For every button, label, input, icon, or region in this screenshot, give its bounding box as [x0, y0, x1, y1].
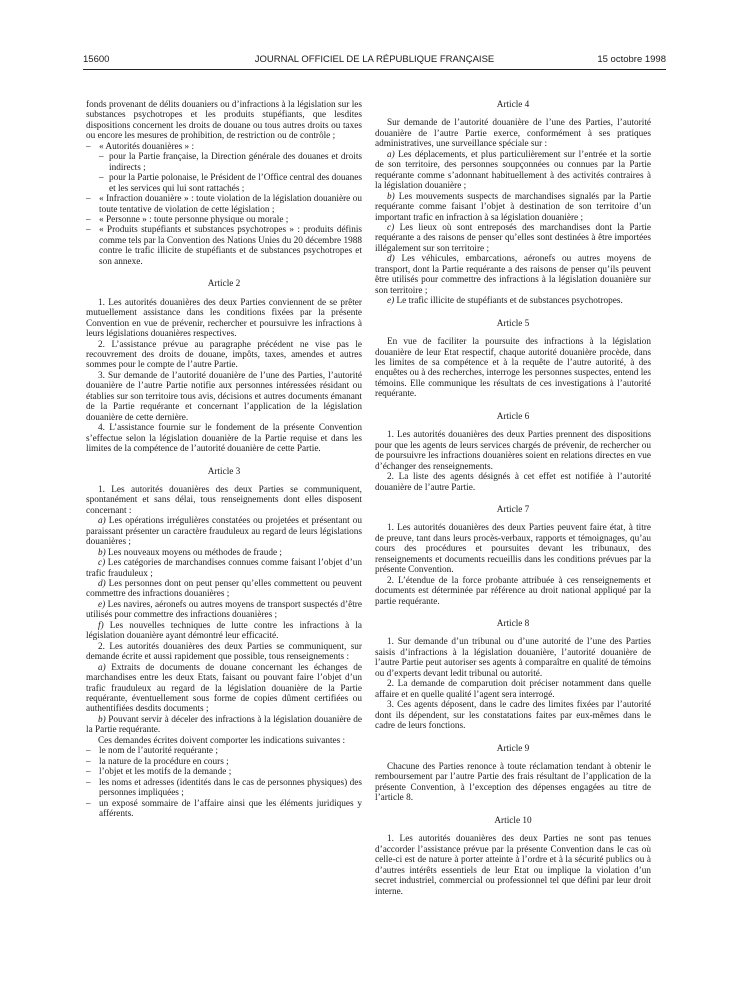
definition-infraction: – « Infraction douanière » : toute violation de la législation douanière ou toute tentative de violation de cette législation ;: [86, 194, 362, 215]
header-rule: [83, 69, 666, 70]
item-letter: c): [387, 222, 395, 233]
article-4-intro: Sur demande de l’autorité douanière de l’une des Parties, l’autorité douanière de l’autre Partie exerce, conformément à ses pratiques administratives, une surveillance spéciale sur :: [375, 118, 651, 150]
article-8-p2: 2. La demande de comparution doit préciser notamment dans quelle affaire et en quelle qualité l’agent sera interrogé.: [375, 679, 651, 700]
item-text: Les déplacements, et plus particulièrement sur l’entrée et la sortie de son territoire, des personnes soupçonnées ou connues par la Partie requérante comme s’adonnant habituellement à des activités contraires à la législation douanière ;: [375, 149, 651, 192]
definition-autorites: [86, 142, 362, 194]
article-7-p1: 1. Les autorités douanières des deux Parties peuvent faire état, à titre de preuve, tant dans leurs procès-verbaux, rapports et témoignages, qu’au cours des procédures et poursuites devant les tribunaux, des renseignements et documents recueillis dans les conditions prévues par la présente Convention.: [375, 523, 651, 576]
article-2-heading: Article 2: [207, 279, 241, 290]
definitions-list: [86, 142, 362, 267]
article-6-heading: Article 6: [496, 411, 530, 422]
article-2-p2: 2. L’assistance prévue au paragraphe précédent ne vise pas le recouvrement des droits de douane, impôts, taxes, amendes et autres sommes pour le compte de l’autre Partie.: [86, 339, 362, 371]
item-letter: f): [98, 620, 104, 631]
article-3-p1: 1. Les autorités douanières des deux Parties se communiquent, spontanément et sans délai, tous renseignements dont elles disposent concernant :: [86, 484, 362, 516]
item-letter: b): [98, 714, 106, 725]
item-text: Les lieux où sont entreposés des marchandises dont la Partie requérante a des raisons de penser qu’elles sont destinées à être importées illégalement sur son territoire ;: [375, 222, 651, 254]
article-3-item-e: [86, 600, 362, 621]
definition-produits: – « Produits stupéfiants et substances psychotropes » : produits définis comme tels par la Convention des Nations Unies du 20 décembre 1988 contre le trafic illicite de stupéfiants et de substances psychotropes et son annexe.: [86, 225, 362, 267]
item-letter: a): [98, 662, 106, 673]
article-3-item-f: [86, 621, 362, 642]
definition-personne: – « Personne » : toute personne physique ou morale ;: [86, 215, 362, 225]
item-text: Les navires, aéronefs ou autres moyens de transport suspectés d’être utilisés pour commettre des infractions douanières ;: [86, 599, 362, 621]
article-6-p1: 1. Les autorités douanières des deux Parties prennent des dispositions pour que les agents de leurs services chargés de prévenir, de rechercher ou de poursuivre les infractions douanières soient en relations directes en vue d’échanger des renseignements.: [375, 430, 651, 472]
item-text: Les personnes dont on peut penser qu’elles commettent ou peuvent commettre des infractions douanières ;: [86, 579, 362, 600]
item-text: Extraits de documents de douane concernant les échanges de marchandises entre les deux Etats, faisant ou pouvant faire l’objet d’un trafic frauduleux au regard de la législation douanière de la Partie requérante, éventuellement sous forme de copies dûment certifiées ou authentifiées desdits documents ;: [86, 662, 362, 715]
article-3-item-d: [86, 579, 362, 600]
item-letter: a): [98, 516, 106, 527]
article-3-p2-item-a: [86, 663, 362, 715]
article-5-heading: Article 5: [496, 318, 530, 329]
article-2-p1: 1. Les autorités douanières des deux Parties conviennent de se prêter mutuellement assistance dans les conditions fixées par la présente Convention en vue de prévenir, rechercher et poursuivre les infractions à leurs législations douanières respectives.: [86, 297, 362, 340]
article-8-p3: 3. Ces agents déposent, dans le cadre des limites fixées par l’autorité dont ils dépendent, sur les constatations faites par eux-mêmes dans le cadre de leurs fonctions.: [375, 700, 651, 732]
item-text: Les nouvelles techniques de lutte contre les infractions à la législation douanière ayant démontré leur efficacité.: [86, 620, 362, 642]
item-letter: b): [98, 547, 106, 558]
article-6-p2: 2. La liste des agents désignés à cet effet est notifiée à l’autorité douanière de l’autre Partie.: [375, 472, 651, 493]
definition-sub-item: – pour la Partie polonaise, le Président de l’Office central des douanes et les services qui lui sont rattachés ;: [99, 173, 362, 194]
request-item: – un exposé sommaire de l’affaire ainsi que les éléments juridiques y afférents.: [86, 799, 362, 820]
article-10-p1: 1. Les autorités douanières des deux Parties ne sont pas tenues d’accorder l’assistance prévue par la présente Convention dans le cas où celle-ci est de nature à porter atteinte à l’ordre et à la sécurité publics ou à d’autres intérêts essentiels de leur Etat ou implique la violation d’un secret industriel, commercial ou professionnel tel que défini par leur droit interne.: [375, 834, 651, 897]
article-3-item-b: [86, 548, 362, 558]
right-column: [375, 100, 651, 897]
request-items-list: [86, 746, 362, 819]
item-letter: e): [387, 296, 395, 307]
item-letter: e): [98, 599, 106, 610]
article-9-heading: Article 9: [496, 743, 530, 754]
article-4-item-c: [375, 223, 651, 254]
article-4-item-a: [375, 150, 651, 192]
article-2-p3: 3. Sur demande de l’autorité douanière de l’une des Parties, l’autorité douanière de l’autre Partie notifie aux personnes intéressées résidant ou établies sur son territoire tous avis, décisions et autres documents émanant de la Partie requérante et concernant l’application de la législation douanière de cette dernière.: [86, 370, 362, 423]
article-2-p4: 4. L’assistance fournie sur le fondement de la présente Convention s’effectue selon la législation douanière de la Partie requise et dans les limites de la compétence de l’autorité douanière de cette Partie.: [86, 423, 362, 455]
intro-paragraph: fonds provenant de délits douaniers ou d’infractions à la législation sur les substances psychotropes et les produits stupéfiants, que lesdites dispositions concernent les droits de douane ou tous autres droits ou taxes ou encore les mesures de prohibition, de restriction ou de contrôle ;: [86, 100, 362, 142]
article-4-heading: Article 4: [496, 100, 530, 110]
item-letter: d): [98, 579, 106, 590]
article-8-p1: 1. Sur demande d’un tribunal ou d’une autorité de l’une des Parties saisis d’infractions à la législation douanière, l’autorité douanière de l’autre Partie peut autoriser ses agents à comparaître en qualité de témoins ou d’experts devant ledit tribunal ou autorité.: [375, 637, 651, 679]
article-8-heading: Article 8: [496, 619, 530, 630]
article-7-heading: Article 7: [496, 504, 530, 515]
item-text: Les véhicules, embarcations, aéronefs ou autres moyens de transport, dont la Partie requérante a des raisons de penser qu’ils peuvent être utilisés pour commettre des infractions à la législation douanière sur son territoire ;: [375, 254, 651, 296]
publication-date: 15 octobre 1998: [597, 54, 666, 65]
definition-sublist: [99, 152, 362, 194]
item-text: Les mouvements suspects de marchandises signalés par la Partie requérante comme faisant l’objet à destination de son territoire d’un important trafic en infraction à sa législation douanière ;: [375, 191, 651, 223]
article-3-heading: Article 3: [207, 466, 241, 477]
article-3-p2-item-b: [86, 715, 362, 736]
page-number: 15600: [83, 54, 110, 65]
article-5-p1: En vue de faciliter la poursuite des infractions à la législation douanière de leur Etat respectif, chaque autorité douanière procède, dans les limites de sa compétence et à la requête de l’autre autorité, à des enquêtes ou à des recherches, interroge les personnes suspectes, entend les témoins. Elle communique les résultats de ces investigations à l’autorité requérante.: [375, 337, 651, 400]
item-letter: d): [387, 254, 395, 265]
article-3-p2: 2. Les autorités douanières des deux Parties se communiquent, sur demande écrite et aussi rapidement que possible, tous renseignements :: [86, 641, 362, 663]
item-letter: c): [98, 558, 106, 569]
article-4-item-d: [375, 254, 651, 296]
article-4-item-b: [375, 192, 651, 223]
item-text: Les opérations irrégulières constatées ou projetées et présentant ou paraissant présenter un caractère frauduleux au regard de leurs législations douanières ;: [86, 516, 362, 548]
request-item: – l’objet et les motifs de la demande ;: [86, 767, 362, 777]
left-column: [86, 100, 362, 819]
article-3-item-a: [86, 516, 362, 547]
article-10-heading: Article 10: [494, 815, 532, 826]
item-text: Pouvant servir à déceler des infractions à la législation douanière de la Partie requérante.: [86, 714, 362, 736]
article-3-item-c: [86, 558, 362, 579]
item-text: Le trafic illicite de stupéfiants et de substances psychotropes.: [394, 296, 623, 307]
article-9-p1: Chacune des Parties renonce à toute réclamation tendant à obtenir le remboursement par l’autre Partie des frais résultant de l’application de la présente Convention, à l’exception des dépenses engagées au titre de l’article 8.: [375, 762, 651, 804]
request-item: – les noms et adresses (identités dans le cas de personnes physiques) des personnes impliquées ;: [86, 778, 362, 799]
item-text: Les nouveaux moyens ou méthodes de fraude ;: [105, 547, 282, 558]
article-7-p2: 2. L’étendue de la force probante attribuée à ces renseignements et documents est déterminée par référence au droit national appliqué par la partie requérante.: [375, 575, 651, 607]
item-letter: a): [387, 149, 395, 160]
item-text: Les catégories de marchandises connues comme faisant l’objet d’un trafic frauduleux ;: [86, 558, 362, 579]
page-header: [83, 52, 666, 68]
item-letter: b): [387, 191, 395, 202]
definition-label: « Autorités douanières » :: [99, 141, 195, 152]
journal-title: JOURNAL OFFICIEL DE LA RÉPUBLIQUE FRANÇAISE: [254, 54, 495, 65]
request-item: – la nature de la procédure en cours ;: [86, 757, 362, 767]
request-item: – le nom de l’autorité requérante ;: [86, 746, 362, 756]
article-4-item-e: [375, 296, 651, 306]
definition-sub-item: – pour la Partie française, la Direction générale des douanes et droits indirects ;: [99, 152, 362, 173]
article-3-request-intro: Ces demandes écrites doivent comporter les indications suivantes :: [98, 735, 346, 746]
